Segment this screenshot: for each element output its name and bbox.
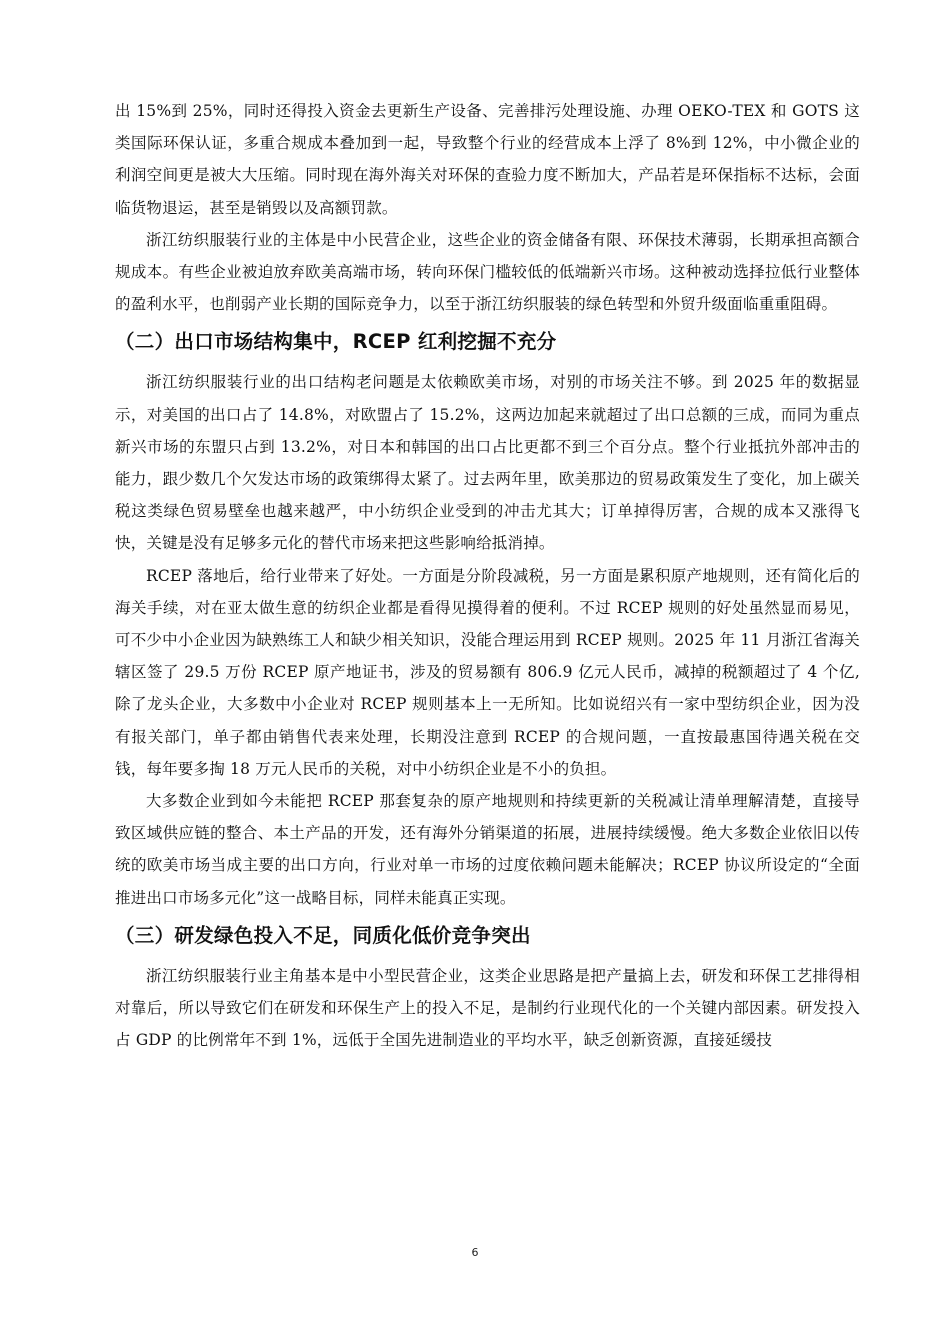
section-heading-export-structure: （二）出口市场结构集中，RCEP 红利挖掘不充分: [115, 330, 557, 354]
paragraph-rcep-benefits: RCEP 落地后，给行业带来了好处。一方面是分阶段减税，另一方面是累积原产地规则，还有简化后的海关手续，对在亚太做生意的纺织企业都是看得见摸得着的便利。不过 RCEP 规则的好处虽然显而易见，可不少中小企业因为缺熟练工人和缺少相关知识，没能合理运用到 RCEP 规则。2025 年 11 月浙江省海关辖区签了 29.5 万份 RCEP 原产地证书，涉及的贸易额有 806.9 亿元人民币，减掉的税额超过了 4 个亿,除了龙头企业，大多数中小企业对 RCEP 规则基本上一无所知。比如说绍兴有一家中型纺织企业，因为没有报关部门，单子都由销售代表来处理，长期没注意到 RCEP 的合规问题，一直按最惠国待遇关税在交钱，每年要多掏 18 万元人民币的关税，对中小纺织企业是不小的负担。: [115, 566, 860, 778]
paragraph-sme-burden: 浙江纺织服装行业的主体是中小民营企业，这些企业的资金储备有限、环保技术薄弱，长期承担高额合规成本。有些企业被迫放弃欧美高端市场，转向环保门槛较低的低端新兴市场。这种被动选择拉低行业整体的盈利水平，也削弱产业长期的国际竞争力，以至于浙江纺织服装的绿色转型和外贸升级面临重重阻碍。: [115, 230, 860, 314]
paragraph-rd-shortfall: 浙江纺织服装行业主角基本是中小型民营企业，这类企业思路是把产量搞上去，研发和环保工艺排得相对靠后，所以导致它们在研发和环保生产上的投入不足，是制约行业现代化的一个关键内部因素。研发投入占 GDP 的比例常年不到 1%，远低于全国先进制造业的平均水平，缺乏创新资源，直接延缓技: [115, 966, 860, 1050]
page-number: 6: [471, 1246, 479, 1259]
paragraph-export-dependence: 浙江纺织服装行业的出口结构老问题是太依赖欧美市场，对别的市场关注不够。到 2025 年的数据显示，对美国的出口占了 14.8%，对欧盟占了 15.2%，这两边加起来就超过了出口总额的三成，而同为重点新兴市场的东盟只占到 13.2%，对日本和韩国的出口占比更都不到三个百分点。整个行业抵抗外部冲击的能力，跟少数几个欠发达市场的政策绑得太紧了。过去两年里，欧美那边的贸易政策发生了变化，加上碳关税这类绿色贸易壁垒也越来越严，中小纺织企业受到的冲击尤其大；订单掉得厉害，合规的成本又涨得飞快，关键是没有足够多元化的替代市场来把这些影响给抵消掉。: [115, 373, 860, 553]
paragraph-compliance-costs: 出 15%到 25%，同时还得投入资金去更新生产设备、完善排污处理设施、办理 OEKO-TEX 和 GOTS 这类国际环保认证，多重合规成本叠加到一起，导致整个行业的经营成本上浮了 8%到 12%，中小微企业的利润空间更是被大大压缩。同时现在海外海关对环保的查验力度不断加大，产品若是环保指标不达标，会面临货物退运，甚至是销毁以及高额罚款。: [115, 102, 860, 217]
section-heading-rd-investment: （三）研发绿色投入不足，同质化低价竞争突出: [115, 923, 531, 947]
paragraph-rcep-understanding: 大多数企业到如今未能把 RCEP 那套复杂的原产地规则和持续更新的关税减让清单理解清楚，直接导致区域供应链的整合、本土产品的开发，还有海外分销渠道的拓展，进展持续缓慢。绝大多数企业依旧以传统的欧美市场当成主要的出口方向，行业对单一市场的过度依赖问题未能解决；RCEP 协议所设定的“全面推进出口市场多元化”这一战略目标，同样未能真正实现。: [115, 792, 860, 907]
document-body: [115, 95, 860, 1056]
